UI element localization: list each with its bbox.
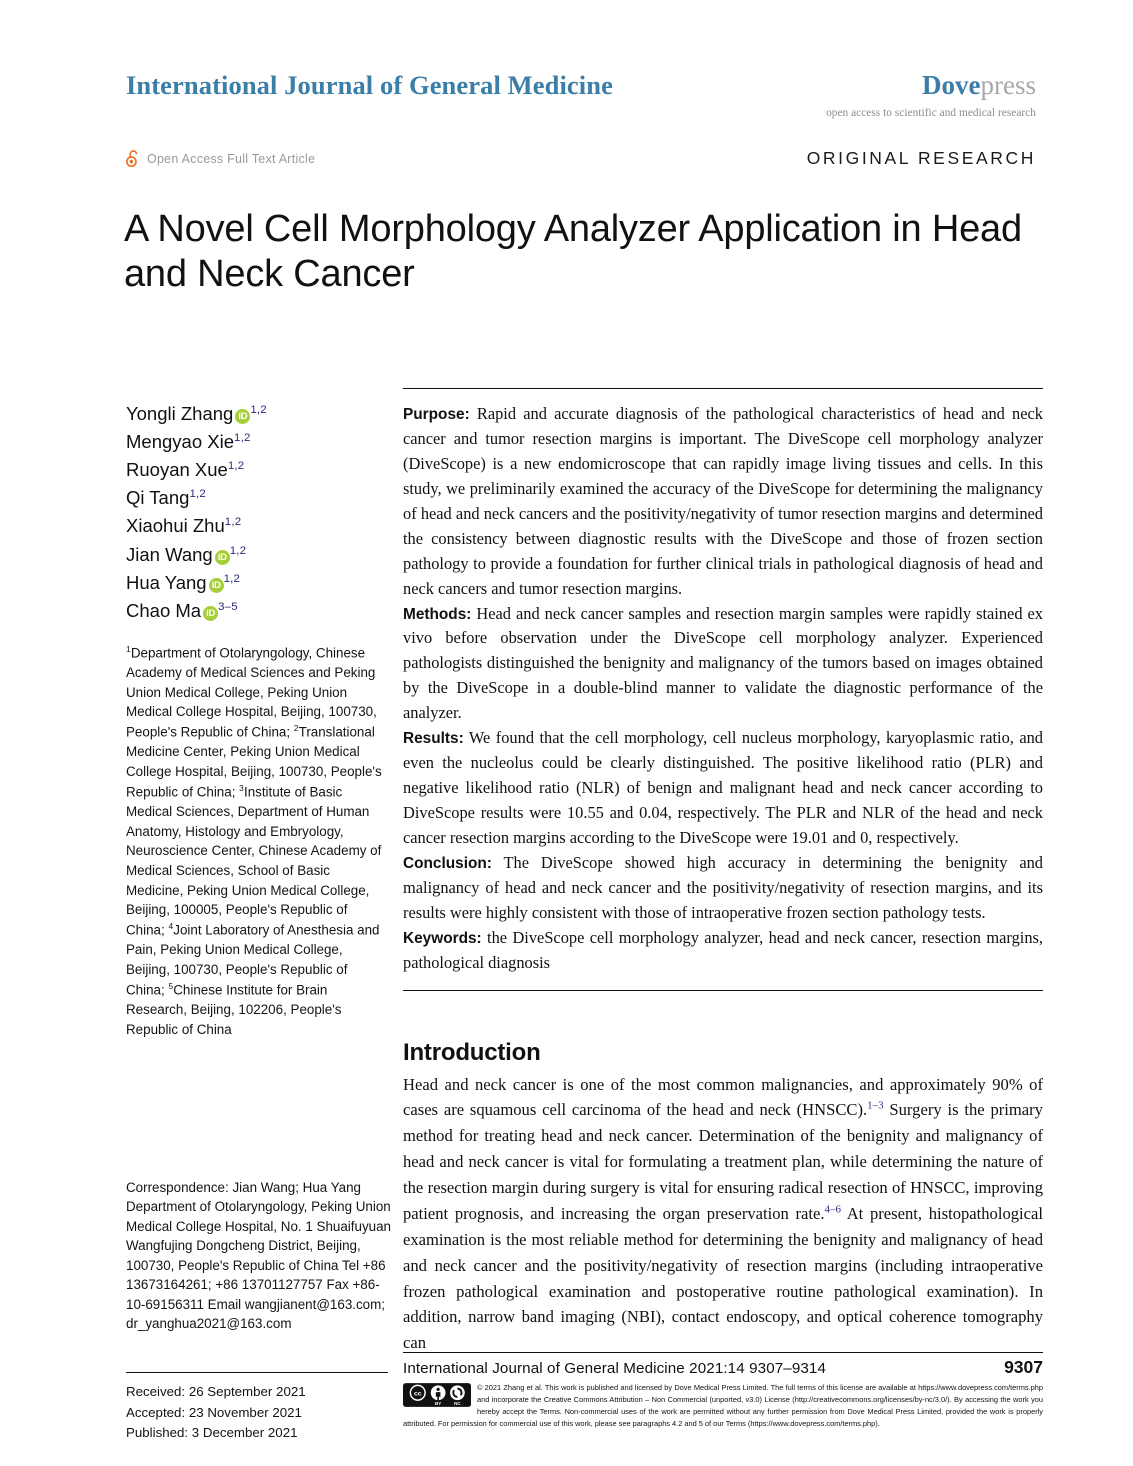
abstract-purpose-label: Purpose:	[403, 406, 470, 423]
abstract-keywords-text: the DiveScope cell morphology analyzer, head and neck cancer, resection margins, pathological diagnosis	[403, 927, 1043, 972]
date-received: Received: 26 September 2021	[126, 1384, 306, 1399]
citation-ref-2[interactable]: 4–6	[824, 1203, 841, 1216]
svg-text:NC: NC	[454, 1401, 461, 1407]
abstract-results-label: Results:	[403, 730, 464, 748]
affiliation-text: Department of Otolaryngology, Chinese Academy of Medical Sciences and Peking Union Medical College, Peking Union Medical College Hospital, Beijing, 100730, People's Republic of China;	[126, 645, 377, 740]
author-list	[126, 400, 388, 625]
citation-ref-1[interactable]: 1–3	[867, 1099, 884, 1112]
abstract-purpose-text: Rapid and accurate diagnosis of the pathological characteristics of head and neck cancer and tumor resection margins is important. The DiveScope cell morphology analyzer (DiveScope) is a new endomicroscope that can rapidly image living tissues and cells. In this study, we preliminarily examined the accuracy of the DiveScope for determining the malignancy of head and neck cancers and the positivity/negativity of tumor resection margins and determined the consistency between diagnostic results with the DiveScope and those of frozen section pathology to provide a foundation for further clinical trials in pathological diagnosis of head and neck cancers and tumor resection margins.	[403, 404, 1043, 598]
abstract-keywords-label: Keywords:	[403, 929, 482, 947]
intro-part-1: Head and neck cancer is one of the most common malignancies, and approximately 90% of cases are squamous cell carcinoma of the head and neck (HNSCC).	[403, 1074, 1043, 1120]
abstract-results	[403, 726, 1043, 851]
affiliation-text: Joint Laboratory of Anesthesia and Pain, Peking Union Medical College, Beijing, 100730, People's Republic of China;	[126, 922, 380, 998]
author-name: Xiaohui Zhu	[126, 515, 225, 537]
section-heading-introduction: Introduction	[403, 1038, 541, 1066]
license-text: © 2021 Zhang et al. This work is published and licensed by Dove Medical Press Limited. The full terms of this license are available at https://www.dovepress.com/terms.php and incorporate the Creative Commons Attribution – Non Commercial (unported, v3.0) License (http://creativecommons.org/licenses/by-nc/3.0/). By accessing the work you hereby accept the Terms. Non-commercial uses of the work are permitted without any further permission from Dove Medical Press Limited, provided the work is properly attributed. For permission for commercial use of this work, please see paragraphs 4.2 and 5 of our Terms (https://www.dovepress.com/terms.php).	[403, 1383, 1043, 1428]
author-name: Jian Wang	[126, 543, 213, 565]
publisher-tagline: open access to scientific and medical research	[826, 107, 1036, 119]
journal-title: International Journal of General Medicine	[126, 70, 613, 100]
affiliation-text: Translational Medicine Center, Peking Union Medical College Hospital, Beijing, 100730, People's Republic of China;	[126, 724, 382, 800]
author-name: Hua Yang	[126, 571, 207, 593]
author-affiliation-marker: 1,2	[250, 403, 267, 416]
abstract-bottom-divider	[403, 990, 1043, 991]
affiliation-marker: 1	[126, 643, 131, 654]
abstract-conclusion-text: The DiveScope showed high accuracy in determining the benignity and malignancy of head and neck cancer and the positivity/negativity of resection margins, and its results were highly consistent with those of intraoperative frozen section pathology tests.	[403, 852, 1043, 922]
abstract	[403, 402, 1043, 976]
left-column	[126, 400, 388, 1039]
page-footer	[403, 1352, 1043, 1430]
author-entry	[126, 484, 388, 512]
author-entry	[126, 400, 388, 428]
author-entry	[126, 541, 388, 569]
author-name: Mengyao Xie	[126, 431, 234, 453]
affiliation-marker: 5	[168, 980, 174, 991]
article-type-label: ORIGINAL RESEARCH	[806, 148, 1036, 168]
dovepress-logo-dove: Dove	[922, 70, 981, 100]
author-affiliation-marker: 1,2	[224, 516, 242, 529]
abstract-methods	[403, 602, 1043, 727]
footer-page-number: 9307	[1004, 1357, 1043, 1377]
author-entry	[126, 456, 388, 484]
footer-citation-line	[403, 1357, 1043, 1378]
footer-divider	[403, 1352, 1043, 1353]
correspondence-block: Correspondence: Jian Wang; Hua Yang Department of Otolaryngology, Peking Union Medical College Hospital, No. 1 Shuaifuyuan Wangfujing Dongcheng District, Beijing, 100730, People's Republic of China Tel +86 13673164261; +86 13701127757 Fax +86-10-69156311 Email wangjianent@163.com; dr_yanghua2021@163.com	[126, 1180, 391, 1332]
abstract-methods-text: Head and neck cancer samples and resection margin samples were rapidly stained ex vivo before observation under the DiveScope cell morphology analyzer. Experienced pathologists distinguished the benignity and malignancy of the tumors based on images obtained by the DiveScope in a double-blind manner to validate the diagnostic performance of the analyzer.	[403, 603, 1043, 723]
license-block	[403, 1382, 1043, 1430]
page-title: A Novel Cell Morphology Analyzer Application in Head and Neck Cancer	[124, 208, 1022, 295]
abstract-conclusion	[403, 851, 1043, 926]
footer-citation: International Journal of General Medicine 2021:14 9307–9314	[403, 1360, 827, 1377]
author-name: Yongli Zhang	[126, 403, 234, 424]
author-affiliation-marker: 1,2	[223, 572, 241, 585]
author-affiliation-marker: 1,2	[233, 431, 251, 444]
author-name: Qi Tang	[126, 487, 190, 509]
affiliation-text: Institute of Basic Medical Sciences, Department of Human Anatomy, Histology and Embryology, Neuroscience Center, Chinese Academy of Medical Sciences, School of Basic Medicine, Peking Union Medical College, Beijing, 100005, People's Republic of China;	[126, 784, 382, 938]
affiliation-list	[126, 643, 388, 1039]
affiliation-marker: 2	[293, 723, 299, 734]
abstract-top-divider	[403, 388, 1043, 389]
intro-part-2: Surgery is the primary method for treating head and neck cancer. Determination of the benignity and malignancy of head and neck cancer is vital for formulating a treatment plan, while determining the nature of the resection margin during surgery is vital for ensuring radical resection of HNSCC, improving patient prognosis, and increasing the organ preservation rate.	[403, 1100, 1043, 1223]
right-column	[403, 388, 1043, 1356]
date-accepted: Accepted: 23 November 2021	[126, 1404, 302, 1420]
svg-text:cc: cc	[413, 1390, 422, 1398]
author-entry	[126, 569, 388, 597]
author-affiliation-marker: 1,2	[189, 488, 206, 501]
open-access-row	[126, 148, 1036, 169]
affiliation-text: Chinese Institute for Brain Research, Beijing, 102206, People's Republic of China	[126, 982, 342, 1037]
introduction-body	[403, 1072, 1043, 1357]
author-entry	[126, 597, 388, 625]
affiliation-marker: 3	[239, 782, 244, 793]
orcid-icon[interactable]: iD	[203, 606, 218, 621]
publisher-logo-block	[826, 72, 1036, 119]
author-name: Chao Ma	[126, 599, 202, 621]
author-affiliation-marker: 1,2	[229, 544, 247, 557]
author-name: Ruoyan Xue	[126, 459, 228, 481]
author-entry	[126, 428, 388, 456]
svg-text:BY: BY	[434, 1401, 442, 1407]
orcid-icon[interactable]: iD	[215, 550, 230, 565]
author-entry	[126, 512, 388, 540]
orcid-icon[interactable]: iD	[235, 409, 250, 424]
abstract-purpose	[403, 402, 1043, 602]
dovepress-logo[interactable]	[826, 72, 1036, 99]
open-lock-icon	[126, 149, 141, 168]
intro-part-3: At present, histopathological examination is the most reliable method for determining the benignity and malignancy of head and neck cancer and the positivity/negativity of resection margins (including intraoperative frozen pathological examination and postoperative routine pathological examination). In addition, narrow band imaging (NBI), contact endoscopy, and optical coherence tomography can	[403, 1203, 1044, 1353]
affiliation-marker: 4	[168, 921, 174, 932]
introduction-paragraph	[403, 1072, 1043, 1357]
publication-dates	[126, 1382, 388, 1444]
cc-by-nc-icon[interactable]	[403, 1383, 471, 1407]
abstract-results-text: We found that the cell morphology, cell nucleus morphology, karyoplasmic ratio, and even the nucleolus could be clearly distinguished. The positive likelihood ratio (PLR) and negative likelihood ratio (NLR) of benign and malignant head and neck cancer according to DiveScope results were 10.55 and 0.04, respectively. The PLR and NLR of the head and neck cancer resection margins according to the DiveScope were 19.01 and 0, respectively.	[403, 728, 1043, 847]
correspondence-divider	[126, 1372, 388, 1373]
open-access-label: Open Access Full Text Article	[147, 151, 316, 166]
abstract-keywords	[403, 926, 1043, 976]
masthead	[126, 72, 1036, 119]
author-affiliation-marker: 1,2	[227, 460, 245, 473]
author-affiliation-marker: 3–5	[218, 600, 238, 613]
abstract-methods-label: Methods:	[403, 605, 472, 623]
date-published: Published: 3 December 2021	[126, 1425, 298, 1441]
dovepress-logo-press: press	[980, 70, 1036, 100]
open-access-group[interactable]	[126, 149, 315, 168]
abstract-conclusion-label: Conclusion:	[403, 854, 492, 872]
orcid-icon[interactable]: iD	[209, 578, 224, 593]
